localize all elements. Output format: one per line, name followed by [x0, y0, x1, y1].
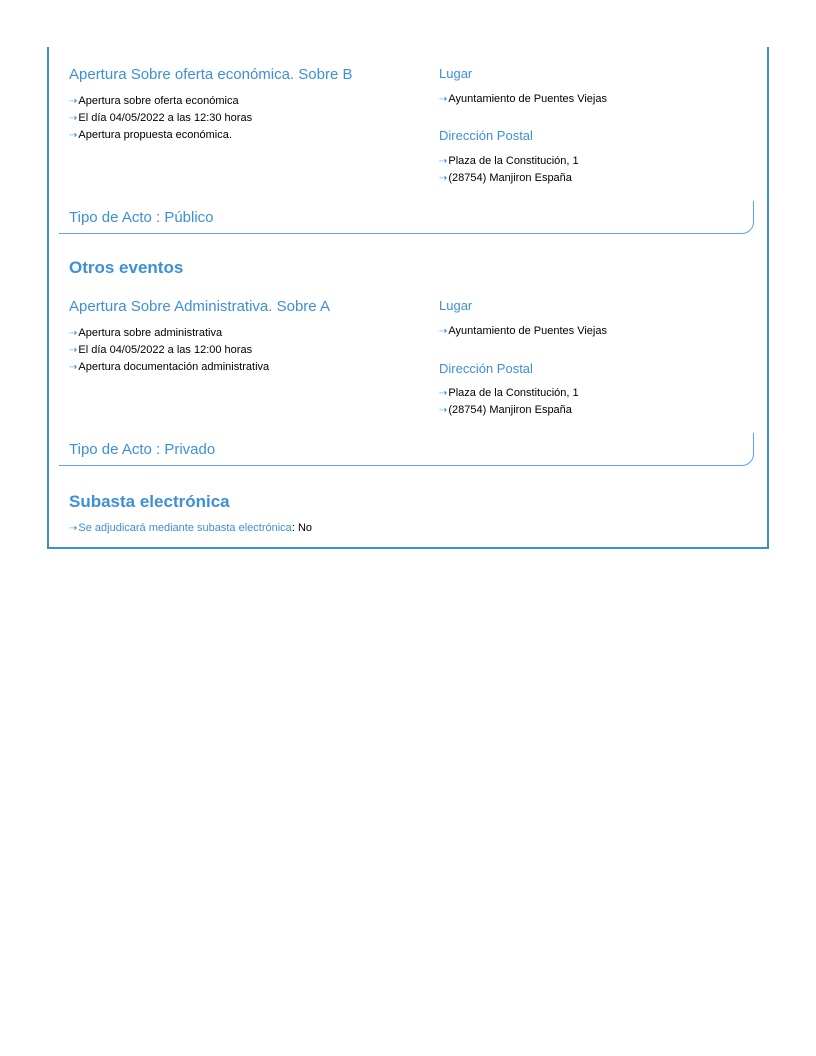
subasta-line: ⇢Se adjudicará mediante subasta electrónica: No — [69, 522, 312, 534]
arrow-icon: ⇢ — [439, 405, 448, 416]
subasta-value: No — [297, 522, 312, 534]
list-item: ⇢El día 04/05/2022 a las 12:30 horas — [69, 112, 253, 124]
arrow-icon: ⇢ — [439, 156, 448, 167]
event-b-address — [439, 153, 579, 187]
event-b-place: ⇢Ayuntamiento de Puentes Viejas — [439, 93, 607, 105]
otros-eventos-heading: Otros eventos — [69, 258, 184, 277]
event-b-details — [69, 93, 252, 144]
list-item: ⇢Plaza de la Constitución, 1 — [439, 155, 579, 167]
event-a-details — [69, 325, 269, 376]
event-a-place: ⇢Ayuntamiento de Puentes Viejas — [439, 325, 607, 337]
arrow-icon: ⇢ — [69, 96, 78, 107]
arrow-icon: ⇢ — [69, 113, 78, 124]
list-item: ⇢(28754) Manjiron España — [439, 404, 572, 416]
event-a-title: Apertura Sobre Administrativa. Sobre A — [69, 298, 330, 315]
arrow-icon: ⇢ — [439, 173, 448, 184]
arrow-icon: ⇢ — [69, 130, 78, 141]
list-item: ⇢Apertura sobre administrativa — [69, 327, 223, 339]
event-a-place-label: Lugar — [439, 298, 473, 313]
event-b-title: Apertura Sobre oferta económica. Sobre B — [69, 66, 353, 83]
subasta-heading: Subasta electrónica — [69, 492, 230, 511]
list-item: ⇢Apertura sobre oferta económica — [69, 95, 239, 107]
event-a-tipo: Tipo de Acto : Privado — [69, 441, 216, 458]
event-b-address-label: Dirección Postal — [439, 128, 533, 143]
list-item: ⇢El día 04/05/2022 a las 12:00 horas — [69, 344, 253, 356]
arrow-icon: ⇢ — [439, 326, 448, 337]
list-item: ⇢Plaza de la Constitución, 1 — [439, 387, 579, 399]
list-item: ⇢Apertura documentación administrativa — [69, 361, 270, 373]
arrow-icon: ⇢ — [439, 388, 448, 399]
arrow-icon: ⇢ — [439, 94, 448, 105]
event-b-tipo: Tipo de Acto : Público — [69, 209, 214, 226]
arrow-icon: ⇢ — [69, 345, 78, 356]
arrow-icon: ⇢ — [69, 523, 78, 534]
event-a-address — [439, 385, 579, 419]
event-a-address-label: Dirección Postal — [439, 361, 533, 376]
subasta-label: Se adjudicará mediante subasta electrónica — [78, 522, 292, 534]
list-item: ⇢Apertura propuesta económica. — [69, 129, 232, 141]
arrow-icon: ⇢ — [69, 328, 78, 339]
event-b-place-label: Lugar — [439, 66, 473, 81]
arrow-icon: ⇢ — [69, 362, 78, 373]
list-item: ⇢(28754) Manjiron España — [439, 172, 572, 184]
